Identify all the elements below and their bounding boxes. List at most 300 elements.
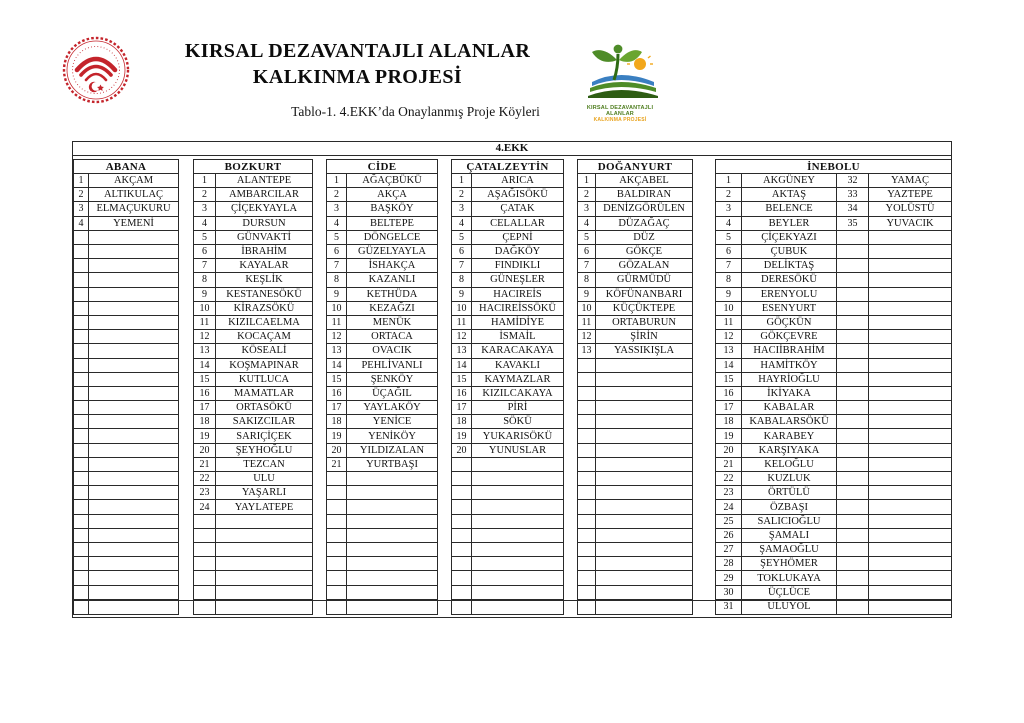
village-num-cell <box>74 557 89 571</box>
village-num-cell: 3 <box>716 202 742 216</box>
village-name-cell <box>89 344 178 358</box>
village-name-cell: YEMENİ <box>89 217 178 231</box>
village-num-cell <box>837 359 869 373</box>
village-name-cell: GÜNEŞLER <box>472 273 563 287</box>
district-group-catalzeytin <box>451 159 564 615</box>
village-num-cell <box>452 500 472 514</box>
village-name-cell: ERENYOLU <box>742 288 837 302</box>
village-num-cell <box>837 472 869 486</box>
village-name-cell: YUVACIK <box>869 217 951 231</box>
village-num-cell: 1 <box>194 174 216 188</box>
village-name-cell: AŞAĞISÖKÜ <box>472 188 563 202</box>
village-name-cell: GÜNVAKTİ <box>216 231 312 245</box>
village-num-cell: 4 <box>194 217 216 231</box>
village-num-cell: 18 <box>452 415 472 429</box>
village-num-cell: 9 <box>716 288 742 302</box>
village-num-cell: 8 <box>194 273 216 287</box>
village-num-cell: 18 <box>194 415 216 429</box>
village-num-cell: 17 <box>194 401 216 415</box>
village-num-cell <box>74 259 89 273</box>
village-num-cell: 21 <box>716 458 742 472</box>
village-num-cell: 19 <box>194 429 216 443</box>
village-num-cell <box>74 543 89 557</box>
village-name-cell: KÜÇÜKTEPE <box>596 302 692 316</box>
village-num-cell <box>74 344 89 358</box>
village-name-cell: GÖÇKÜN <box>742 316 837 330</box>
village-name-cell <box>89 273 178 287</box>
village-name-cell: AKTAŞ <box>742 188 837 202</box>
village-num-cell: 11 <box>327 316 347 330</box>
village-name-cell <box>216 529 312 543</box>
village-name-cell: BALDIRAN <box>596 188 692 202</box>
district-group-inebolu <box>715 159 952 615</box>
table-caption: Tablo-1. 4.EKK’da Onaylanmış Proje Köyleri <box>291 104 540 119</box>
village-num-cell <box>837 486 869 500</box>
village-num-cell: 7 <box>578 259 596 273</box>
village-name-cell: TOKLUKAYA <box>742 571 837 585</box>
village-num-cell: 13 <box>452 344 472 358</box>
village-name-cell: ULUYOL <box>742 600 837 614</box>
district-columns <box>73 156 951 615</box>
village-num-cell: 25 <box>716 515 742 529</box>
village-num-cell: 1 <box>452 174 472 188</box>
village-name-cell: AKÇA <box>347 188 437 202</box>
village-num-cell <box>74 330 89 344</box>
village-name-cell <box>596 387 692 401</box>
village-name-cell <box>472 458 563 472</box>
village-num-cell: 12 <box>578 330 596 344</box>
village-num-cell: 1 <box>716 174 742 188</box>
district-header-doganyurt: DOĞANYURT <box>578 160 692 174</box>
village-name-cell <box>89 515 178 529</box>
village-num-cell: 8 <box>716 273 742 287</box>
village-name-cell: YENİKÖY <box>347 429 437 443</box>
village-name-cell <box>89 458 178 472</box>
village-name-cell <box>596 458 692 472</box>
village-name-cell <box>869 515 951 529</box>
village-name-cell <box>216 557 312 571</box>
village-name-cell: DELİKTAŞ <box>742 259 837 273</box>
village-name-cell <box>89 472 178 486</box>
village-num-cell <box>837 273 869 287</box>
village-num-cell <box>74 529 89 543</box>
village-name-cell: ESENYURT <box>742 302 837 316</box>
village-name-cell <box>596 359 692 373</box>
village-name-cell: ELMAÇUKURU <box>89 202 178 216</box>
village-name-cell: YAYLAKÖY <box>347 401 437 415</box>
village-num-cell: 6 <box>716 245 742 259</box>
village-name-cell: KABALAR <box>742 401 837 415</box>
village-name-cell <box>869 259 951 273</box>
village-num-cell: 33 <box>837 188 869 202</box>
village-num-cell: 8 <box>452 273 472 287</box>
village-name-cell <box>89 543 178 557</box>
village-name-cell: GÜZELYAYLA <box>347 245 437 259</box>
village-name-cell: MAMATLAR <box>216 387 312 401</box>
village-num-cell <box>327 500 347 514</box>
village-name-cell: KEŞLİK <box>216 273 312 287</box>
village-num-cell <box>837 387 869 401</box>
village-num-cell <box>327 586 347 600</box>
district-group-doganyurt <box>577 159 693 615</box>
village-num-cell <box>74 415 89 429</box>
district-header-catalzeytin: ÇATALZEYTİN <box>452 160 563 174</box>
village-name-cell: YURTBAŞI <box>347 458 437 472</box>
village-num-cell: 30 <box>716 586 742 600</box>
village-name-cell: DERESÖKÜ <box>742 273 837 287</box>
village-num-cell: 16 <box>327 387 347 401</box>
village-name-cell <box>596 373 692 387</box>
village-name-cell: ALANTEPE <box>216 174 312 188</box>
village-num-cell: 2 <box>327 188 347 202</box>
village-name-cell <box>347 571 437 585</box>
village-name-cell <box>89 600 178 614</box>
village-num-cell: 24 <box>716 500 742 514</box>
village-num-cell <box>74 500 89 514</box>
village-name-cell <box>89 359 178 373</box>
village-num-cell: 13 <box>716 344 742 358</box>
village-num-cell <box>452 486 472 500</box>
village-name-cell: KÖFÜNANBARI <box>596 288 692 302</box>
village-num-cell <box>578 387 596 401</box>
village-name-cell <box>869 557 951 571</box>
village-name-cell: YASSIKIŞLA <box>596 344 692 358</box>
village-name-cell: PEHLİVANLI <box>347 359 437 373</box>
district-header-cide: CİDE <box>327 160 437 174</box>
village-name-cell <box>596 429 692 443</box>
village-name-cell: HACIREİS <box>472 288 563 302</box>
village-num-cell: 15 <box>716 373 742 387</box>
village-num-cell: 2 <box>194 188 216 202</box>
village-num-cell: 17 <box>327 401 347 415</box>
village-num-cell <box>452 557 472 571</box>
village-name-cell <box>869 316 951 330</box>
village-num-cell: 12 <box>327 330 347 344</box>
village-num-cell <box>578 458 596 472</box>
village-num-cell: 3 <box>74 202 89 216</box>
village-name-cell: PİRİ <box>472 401 563 415</box>
village-name-cell: DAĞKÖY <box>472 245 563 259</box>
village-name-cell <box>869 500 951 514</box>
village-name-cell: İBRAHİM <box>216 245 312 259</box>
village-num-cell <box>578 557 596 571</box>
village-name-cell: AĞAÇBÜKÜ <box>347 174 437 188</box>
village-name-cell: ÇİÇEKYAYLA <box>216 202 312 216</box>
district-group-abana <box>73 159 179 615</box>
village-num-cell <box>74 273 89 287</box>
village-name-cell <box>596 500 692 514</box>
village-num-cell: 6 <box>194 245 216 259</box>
village-name-cell: AKÇABEL <box>596 174 692 188</box>
village-num-cell: 13 <box>194 344 216 358</box>
village-num-cell: 12 <box>452 330 472 344</box>
village-name-cell: SARIÇİÇEK <box>216 429 312 443</box>
village-name-cell: ŞEYHÖMER <box>742 557 837 571</box>
village-name-cell <box>89 529 178 543</box>
village-name-cell: İSMAİL <box>472 330 563 344</box>
project-logo-caption-1: KIRSAL DEZAVANTAJLI ALANLAR <box>586 105 654 117</box>
village-num-cell: 4 <box>327 217 347 231</box>
village-num-cell <box>74 444 89 458</box>
village-name-cell <box>472 529 563 543</box>
village-num-cell <box>327 557 347 571</box>
village-name-cell <box>89 288 178 302</box>
village-name-cell: KEZAĞZI <box>347 302 437 316</box>
village-num-cell: 14 <box>716 359 742 373</box>
table-super-header: 4.EKK <box>73 142 951 156</box>
village-num-cell <box>452 529 472 543</box>
village-name-cell <box>869 444 951 458</box>
village-name-cell: HAMİTKÖY <box>742 359 837 373</box>
village-num-cell <box>327 571 347 585</box>
village-name-cell: DURSUN <box>216 217 312 231</box>
village-name-cell: ORTABURUN <box>596 316 692 330</box>
village-name-cell: AKÇAM <box>89 174 178 188</box>
village-num-cell <box>327 600 347 614</box>
village-num-cell <box>578 600 596 614</box>
village-name-cell: BEYLER <box>742 217 837 231</box>
village-num-cell: 3 <box>452 202 472 216</box>
village-num-cell: 12 <box>194 330 216 344</box>
village-name-cell: KAYMAZLAR <box>472 373 563 387</box>
village-num-cell: 19 <box>716 429 742 443</box>
village-name-cell: DENİZGÖRÜLEN <box>596 202 692 216</box>
village-name-cell: ULU <box>216 472 312 486</box>
village-name-cell <box>89 245 178 259</box>
village-name-cell <box>216 543 312 557</box>
village-name-cell: SÖKÜ <box>472 415 563 429</box>
village-num-cell: 1 <box>578 174 596 188</box>
village-num-cell: 5 <box>578 231 596 245</box>
village-num-cell <box>837 259 869 273</box>
village-num-cell <box>74 600 89 614</box>
village-name-cell <box>89 373 178 387</box>
village-name-cell <box>216 586 312 600</box>
village-num-cell: 6 <box>452 245 472 259</box>
village-num-cell <box>452 458 472 472</box>
village-name-cell <box>596 571 692 585</box>
village-num-cell: 8 <box>327 273 347 287</box>
village-name-cell: YENİCE <box>347 415 437 429</box>
village-name-cell: CELALLAR <box>472 217 563 231</box>
village-num-cell: 4 <box>74 217 89 231</box>
village-num-cell: 2 <box>74 188 89 202</box>
village-num-cell: 10 <box>452 302 472 316</box>
village-num-cell <box>452 472 472 486</box>
title-line-1: KIRSAL DEZAVANTAJLI ALANLAR <box>184 40 531 62</box>
village-name-cell <box>216 571 312 585</box>
village-num-cell: 2 <box>578 188 596 202</box>
village-num-cell: 3 <box>194 202 216 216</box>
village-num-cell: 7 <box>452 259 472 273</box>
village-num-cell: 4 <box>578 217 596 231</box>
village-num-cell: 12 <box>716 330 742 344</box>
village-num-cell: 1 <box>327 174 347 188</box>
village-name-cell: ÜÇAĞIL <box>347 387 437 401</box>
village-name-cell: KARABEY <box>742 429 837 443</box>
village-name-cell: KABALARSÖKÜ <box>742 415 837 429</box>
village-num-cell <box>837 401 869 415</box>
village-name-cell <box>89 486 178 500</box>
village-num-cell: 5 <box>194 231 216 245</box>
village-num-cell: 21 <box>327 458 347 472</box>
district-group-bozkurt <box>193 159 313 615</box>
village-name-cell: ŞİRİN <box>596 330 692 344</box>
village-num-cell: 5 <box>452 231 472 245</box>
village-name-cell <box>472 515 563 529</box>
village-num-cell: 11 <box>716 316 742 330</box>
village-num-cell: 15 <box>194 373 216 387</box>
village-name-cell: KESTANESÖKÜ <box>216 288 312 302</box>
village-name-cell: AMBARCILAR <box>216 188 312 202</box>
village-num-cell <box>578 429 596 443</box>
village-name-cell: HACIREİSSÖKÜ <box>472 302 563 316</box>
village-num-cell: 14 <box>327 359 347 373</box>
village-num-cell: 32 <box>837 174 869 188</box>
ministry-seal-icon <box>60 34 132 108</box>
village-name-cell <box>869 387 951 401</box>
village-num-cell: 9 <box>327 288 347 302</box>
village-name-cell <box>216 515 312 529</box>
village-name-cell <box>869 344 951 358</box>
district-header-bozkurt: BOZKURT <box>194 160 312 174</box>
village-num-cell: 13 <box>327 344 347 358</box>
village-num-cell: 6 <box>327 245 347 259</box>
village-name-cell <box>596 600 692 614</box>
project-logo-caption-2: KALKINMA PROJESİ <box>593 117 647 123</box>
village-num-cell <box>194 543 216 557</box>
village-num-cell <box>837 231 869 245</box>
village-num-cell: 9 <box>194 288 216 302</box>
village-name-cell <box>89 330 178 344</box>
village-num-cell <box>578 401 596 415</box>
village-num-cell <box>837 586 869 600</box>
village-name-cell: HAYRİOĞLU <box>742 373 837 387</box>
village-name-cell <box>89 500 178 514</box>
village-name-cell <box>869 231 951 245</box>
village-num-cell <box>74 359 89 373</box>
village-name-cell <box>869 415 951 429</box>
village-name-cell <box>472 486 563 500</box>
village-name-cell <box>596 486 692 500</box>
title-line-2: KALKINMA PROJESİ <box>252 66 463 88</box>
village-name-cell <box>89 444 178 458</box>
village-name-cell: GÜRMÜDÜ <box>596 273 692 287</box>
village-num-cell <box>578 515 596 529</box>
village-num-cell <box>194 600 216 614</box>
village-name-cell <box>596 543 692 557</box>
village-name-cell <box>596 472 692 486</box>
village-num-cell <box>194 571 216 585</box>
project-logo <box>574 40 666 123</box>
village-name-cell: ÇEPNİ <box>472 231 563 245</box>
village-name-cell: ORTACA <box>347 330 437 344</box>
village-name-cell <box>869 429 951 443</box>
village-num-cell <box>837 415 869 429</box>
village-name-cell: KARACAKAYA <box>472 344 563 358</box>
village-name-cell: YAZTEPE <box>869 188 951 202</box>
village-name-cell: DÜZAĞAÇ <box>596 217 692 231</box>
village-name-cell <box>472 557 563 571</box>
village-name-cell: ŞENKÖY <box>347 373 437 387</box>
village-name-cell: ÜÇLÜCE <box>742 586 837 600</box>
village-num-cell <box>837 444 869 458</box>
village-num-cell: 24 <box>194 500 216 514</box>
village-name-cell: YUNUSLAR <box>472 444 563 458</box>
village-num-cell: 15 <box>327 373 347 387</box>
village-num-cell <box>578 359 596 373</box>
village-num-cell: 19 <box>327 429 347 443</box>
village-name-cell <box>869 401 951 415</box>
village-num-cell: 20 <box>327 444 347 458</box>
village-name-cell: ŞEYHOĞLU <box>216 444 312 458</box>
village-num-cell <box>74 302 89 316</box>
village-num-cell: 11 <box>452 316 472 330</box>
village-num-cell <box>578 486 596 500</box>
village-name-cell: KARŞIYAKA <box>742 444 837 458</box>
village-name-cell: KOŞMAPINAR <box>216 359 312 373</box>
village-name-cell <box>869 359 951 373</box>
village-num-cell: 4 <box>452 217 472 231</box>
village-num-cell <box>74 458 89 472</box>
village-num-cell: 27 <box>716 543 742 557</box>
village-name-cell <box>347 586 437 600</box>
village-name-cell <box>869 486 951 500</box>
village-num-cell <box>194 557 216 571</box>
village-name-cell <box>89 316 178 330</box>
village-num-cell: 1 <box>74 174 89 188</box>
village-name-cell: YILDIZALAN <box>347 444 437 458</box>
village-name-cell <box>89 401 178 415</box>
village-num-cell <box>327 472 347 486</box>
district-header-inebolu: İNEBOLU <box>716 160 951 174</box>
village-name-cell <box>89 415 178 429</box>
village-num-cell <box>452 600 472 614</box>
village-num-cell: 11 <box>194 316 216 330</box>
village-num-cell: 14 <box>194 359 216 373</box>
document-title <box>170 38 545 90</box>
village-name-cell <box>347 543 437 557</box>
village-name-cell <box>596 529 692 543</box>
village-num-cell: 16 <box>716 387 742 401</box>
village-num-cell <box>452 543 472 557</box>
village-name-cell: İSHAKÇA <box>347 259 437 273</box>
village-num-cell <box>837 373 869 387</box>
village-name-cell: ARICA <box>472 174 563 188</box>
village-num-cell: 11 <box>578 316 596 330</box>
village-name-cell: HACIİBRAHİM <box>742 344 837 358</box>
village-num-cell <box>578 586 596 600</box>
villages-table <box>72 141 952 618</box>
village-name-cell: KETHÜDA <box>347 288 437 302</box>
village-name-cell: KUZLUK <box>742 472 837 486</box>
village-num-cell: 31 <box>716 600 742 614</box>
village-name-cell <box>347 500 437 514</box>
village-name-cell <box>869 302 951 316</box>
village-name-cell <box>347 472 437 486</box>
village-num-cell: 8 <box>578 273 596 287</box>
village-num-cell <box>74 245 89 259</box>
village-name-cell <box>869 472 951 486</box>
village-name-cell <box>347 486 437 500</box>
village-name-cell <box>869 543 951 557</box>
village-num-cell: 16 <box>452 387 472 401</box>
village-num-cell: 18 <box>716 415 742 429</box>
table-bottom-rule <box>73 600 951 601</box>
village-num-cell <box>837 302 869 316</box>
village-num-cell: 28 <box>716 557 742 571</box>
village-num-cell <box>74 288 89 302</box>
